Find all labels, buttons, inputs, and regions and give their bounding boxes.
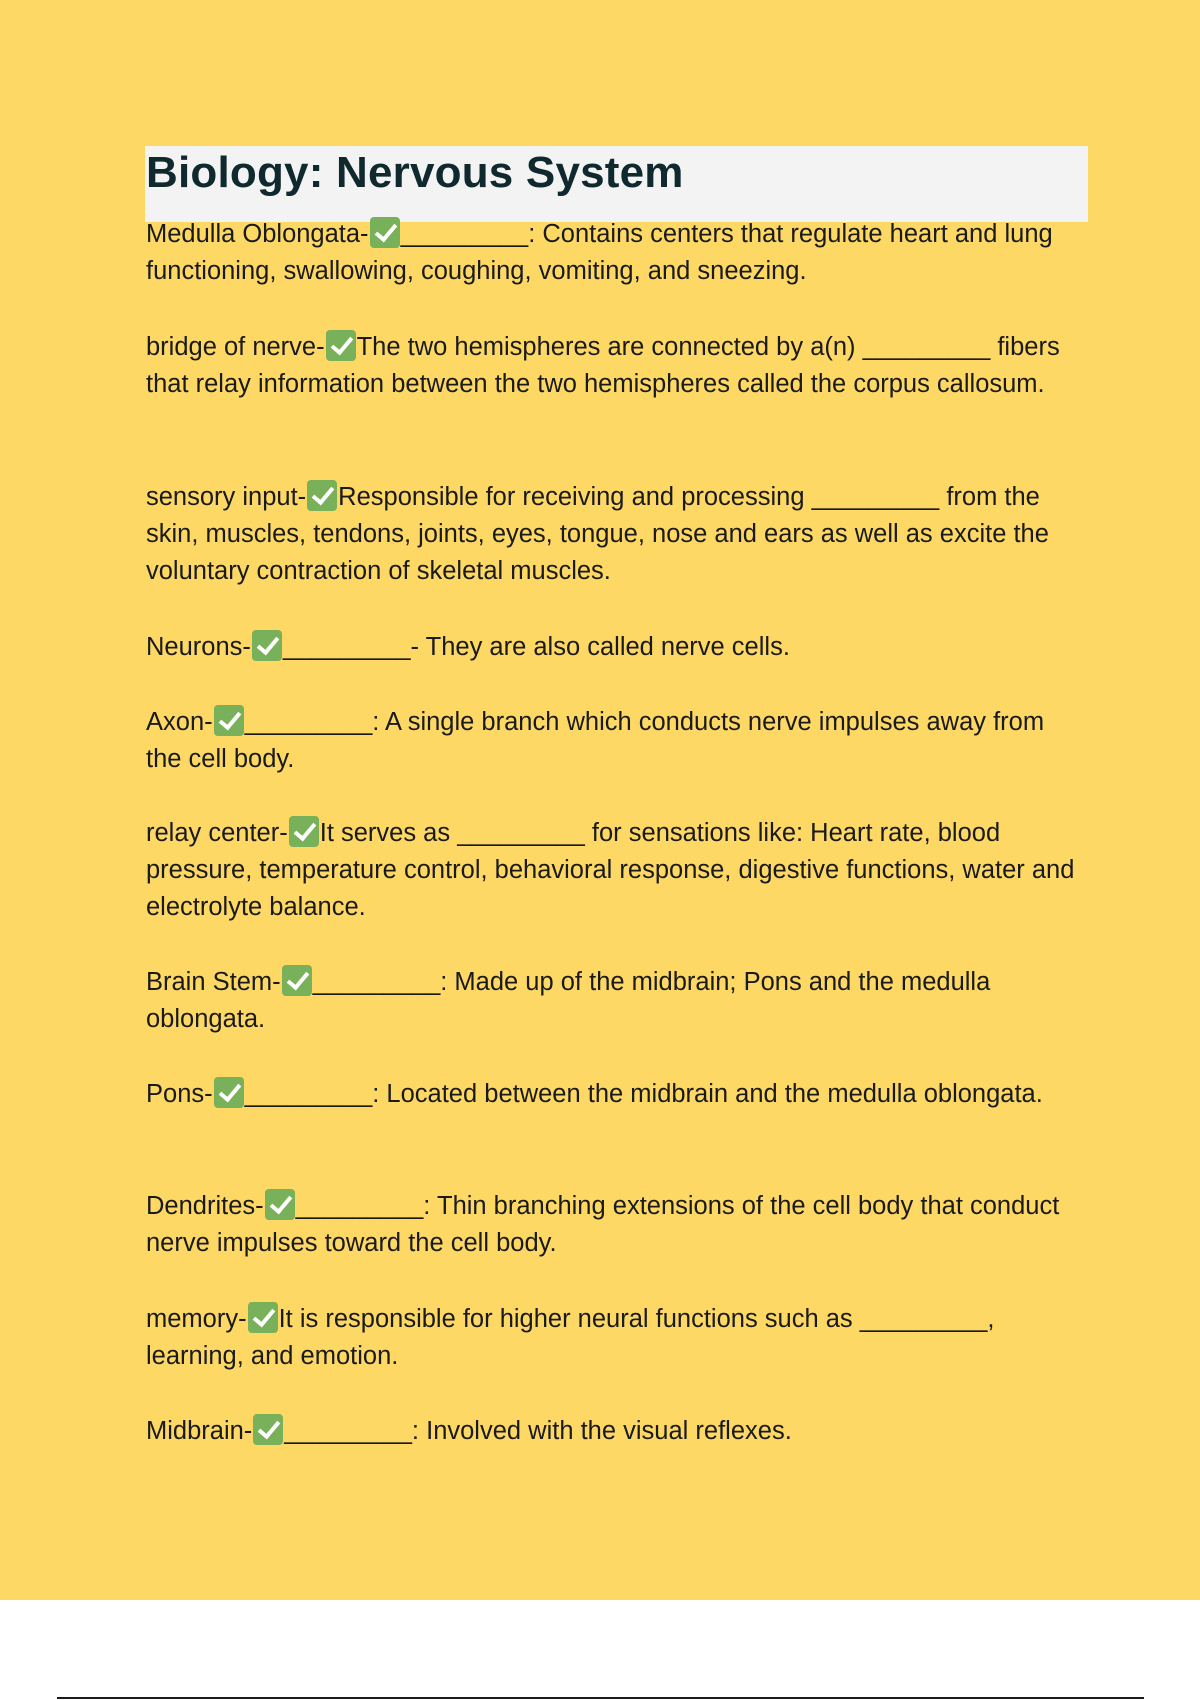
check-mark-icon (253, 1414, 283, 1445)
entry-definition: _________: Located between the midbrain and the medulla oblongata. (244, 1080, 1043, 1108)
check-mark-icon (214, 1077, 244, 1108)
check-mark-icon (214, 705, 244, 736)
entry-definition: _________: A single branch which conducts nerve impulses away from the cell body. (146, 708, 1045, 773)
entry-definition: The two hemispheres are connected by a(n) _________ fibers that relay information between the two hemispheres called the corpus callosum. (146, 333, 1060, 398)
entry-midbrain (146, 1413, 1086, 1450)
entry-term: relay center- (146, 819, 288, 847)
check-mark-icon (248, 1302, 278, 1333)
entry-definition: _________: Made up of the midbrain; Pons and the medulla oblongata. (146, 968, 991, 1033)
entry-dendrites (146, 1188, 1086, 1262)
entry-pons (146, 1076, 1086, 1113)
entry-term: sensory input- (146, 483, 307, 511)
entry-definition: _________- They are also called nerve cells. (282, 633, 790, 661)
check-mark-icon (282, 965, 312, 996)
entry-term: bridge of nerve- (146, 333, 325, 361)
entry-definition: _________: Thin branching extensions of the cell body that conduct nerve impulses toward the cell body. (146, 1192, 1060, 1257)
entry-term: Pons- (146, 1080, 213, 1108)
check-mark-icon (370, 217, 400, 248)
entry-definition: It is responsible for higher neural functions such as _________, learning, and emotion. (146, 1305, 995, 1370)
footer-divider (57, 1697, 1144, 1699)
entry-term: Brain Stem- (146, 968, 281, 996)
check-mark-icon (307, 480, 337, 511)
check-mark-icon (289, 816, 319, 847)
entry-sensory-input (146, 479, 1086, 590)
entry-definition: _________: Contains centers that regulate heart and lung functioning, swallowing, coughing, vomiting, and sneezing. (146, 220, 1053, 285)
entry-neurons (146, 629, 1086, 666)
entry-term: Midbrain- (146, 1417, 253, 1445)
entry-definition: Responsible for receiving and processing _________ from the skin, muscles, tendons, joints, eyes, tongue, nose and ears as well as excite the voluntary contraction of skeletal muscles. (146, 483, 1049, 585)
entry-term: Dendrites- (146, 1192, 264, 1220)
entry-term: memory- (146, 1305, 247, 1333)
entry-bridge-of-nerve (146, 329, 1086, 403)
entry-memory (146, 1301, 1086, 1375)
check-mark-icon (265, 1189, 295, 1220)
check-mark-icon (326, 330, 356, 361)
check-mark-icon (252, 630, 282, 661)
entry-term: Neurons- (146, 633, 251, 661)
page-title: Biology: Nervous System (146, 148, 684, 197)
entry-axon (146, 704, 1086, 778)
entry-medulla-oblongata (146, 216, 1086, 290)
entry-brain-stem (146, 964, 1086, 1038)
entry-relay-center (146, 815, 1086, 926)
entry-term: Axon- (146, 708, 213, 736)
entry-definition: It serves as _________ for sensations like: Heart rate, blood pressure, temperature control, behavioral response, digestive functions, water and electrolyte balance. (146, 819, 1075, 921)
entry-term: Medulla Oblongata- (146, 220, 369, 248)
entry-definition: _________: Involved with the visual reflexes. (284, 1417, 792, 1445)
